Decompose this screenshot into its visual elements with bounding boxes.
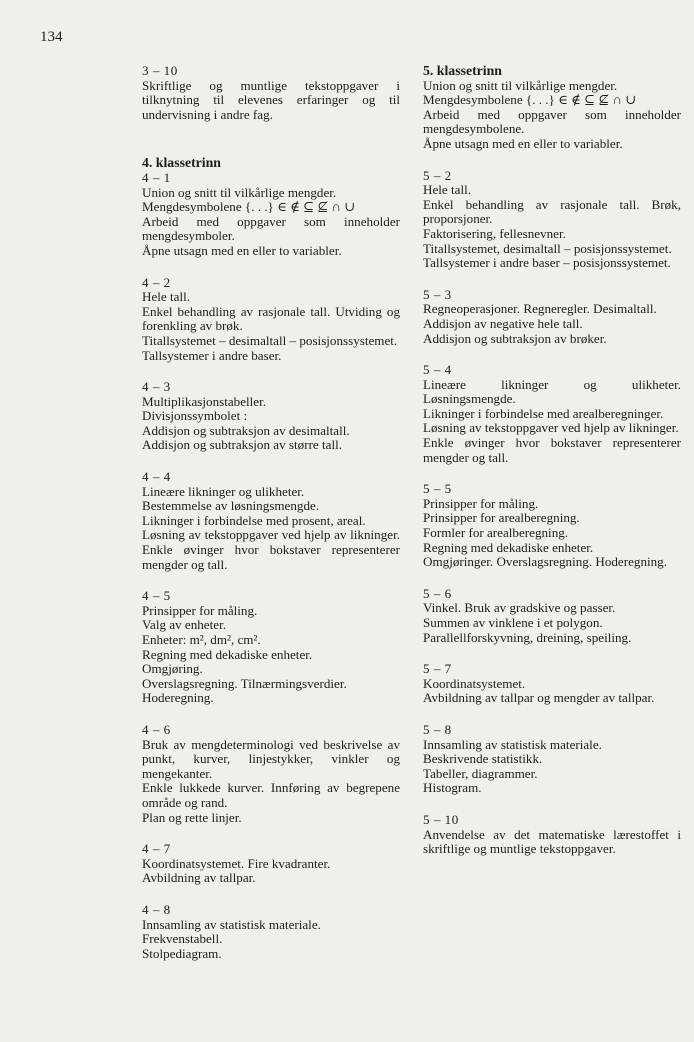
block-code: 4 – 4 [142, 469, 171, 485]
block-line: Overslagsregning. Tilnærmingsverdier. [142, 675, 347, 691]
block-line: Enkel behandling av rasjonale tall. Utviding og forenkling av brøk. [142, 303, 400, 334]
block-line: Enheter: m², dm², cm². [142, 632, 261, 647]
block-code: 4 – 1 [142, 169, 171, 185]
curriculum-block-4-1 [142, 171, 400, 259]
curriculum-block-4-4 [142, 470, 400, 572]
block-code: 4 – 2 [142, 274, 171, 290]
block-line: Likninger i forbindelse med arealberegninger. [423, 405, 664, 421]
grade-heading-4: 4. klassetrinn [142, 155, 221, 171]
block-line: Hele tall. [142, 289, 190, 305]
block-line: Hoderegning. [142, 690, 214, 706]
block-line: Hele tall. [423, 182, 471, 198]
block-line: Titallsystemet, desimaltall – posisjonssystemet. [423, 240, 672, 256]
curriculum-block-3-10 [142, 64, 400, 122]
block-code: 4 – 6 [142, 721, 171, 737]
block-line: Prinsipper for måling. [142, 602, 258, 618]
block-line: Union og snitt til vilkårlige mengder. [423, 77, 618, 93]
block-line: Bestemmelse av løsningsmengde. [142, 498, 320, 514]
block-line: Addisjon og subtraksjon av desimaltall. [142, 422, 350, 438]
block-line: Vinkel. Bruk av gradskive og passer. [423, 600, 616, 616]
block-line: Plan og rette linjer. [142, 809, 242, 825]
curriculum-block-5-6 [423, 587, 681, 645]
block-line: Valg av enheter. [142, 617, 226, 633]
block-line: Frekvenstabell. [142, 931, 223, 947]
block-code: 4 – 8 [142, 901, 171, 917]
block-line: Avbildning av tallpar. [142, 870, 256, 886]
block-line: Parallellforskyvning, dreining, speiling. [423, 629, 632, 645]
block-line: Bruk av mengdeterminologi ved beskrivelse av punkt, kurver, linjestykker, vinkler og mengekanter. [142, 736, 400, 781]
block-line: Multiplikasjonstabeller. [142, 393, 267, 409]
curriculum-block-5-10 [423, 813, 681, 857]
page-number: 134 [40, 29, 63, 45]
block-line: Mengdesymbolene {. . .} ∈ ∉ ⊆ ⊈ ∩ ∪ [423, 92, 637, 108]
block-line: Enkle lukkede kurver. Innføring av begrepene område og rand. [142, 780, 400, 810]
curriculum-block-4-6 [142, 723, 400, 825]
block-line: Addisjon og subtraksjon av større tall. [142, 437, 343, 453]
block-line: Regning med dekadiske enheter. [423, 539, 594, 555]
curriculum-block-4-7 [142, 842, 400, 886]
curriculum-block-5-8 [423, 723, 681, 796]
block-code: 4 – 3 [142, 379, 171, 395]
curriculum-block-4-2 [142, 276, 400, 364]
block-line: Prinsipper for måling. [423, 495, 539, 511]
block-line: Løsning av tekstoppgaver ved hjelp av likninger. Enkle øvinger hvor bokstaver representerer mengder og tall. [142, 527, 400, 572]
block-code: 5 – 2 [423, 167, 452, 183]
block-line: Formler for arealberegning. [423, 525, 569, 541]
block-line: Koordinatsystemet. Fire kvadranter. [142, 855, 331, 871]
curriculum-block-5-7 [423, 662, 681, 706]
block-code: 5 – 7 [423, 661, 452, 677]
curriculum-block-5-5 [423, 482, 681, 570]
grade-heading-5: 5. klassetrinn [423, 63, 502, 78]
block-code: 3 – 10 [142, 63, 178, 78]
block-code: 5 – 6 [423, 585, 452, 601]
block-line: Faktorisering, fellesnevner. [423, 225, 566, 241]
block-line: Addisjon av negative hele tall. [423, 315, 583, 331]
block-code: 5 – 10 [423, 811, 459, 827]
block-line: Enkle øvinger hvor bokstaver representerer mengder og tall. [423, 435, 681, 465]
curriculum-block-5-4 [423, 363, 681, 465]
block-line: Prinsipper for arealberegning. [423, 510, 580, 526]
block-code: 5 – 4 [423, 362, 452, 378]
block-line: Tallsystemer i andre baser – posisjonssystemet. [423, 255, 671, 271]
block-line: Omgjøringer. Overslagsregning. Hoderegning. [423, 554, 667, 570]
block-code: 5 – 5 [423, 481, 452, 497]
block-line: Lineære likninger og ulikheter. [142, 483, 305, 499]
block-line: Beskrivende statistikk. [423, 751, 543, 767]
block-line: Løsning av tekstoppgaver ved hjelp av likninger. [423, 420, 679, 436]
block-line: Arbeid med oppgaver som inneholder mengdesymbolene. [423, 106, 681, 137]
block-code: 4 – 7 [142, 841, 171, 857]
block-line: Histogram. [423, 780, 482, 796]
block-line: Likninger i forbindelse med prosent, areal. [142, 512, 366, 528]
block-line: Anvendelse av det matematiske lærestoffet i skriftlige og muntlige tekstoppgaver. [423, 826, 681, 857]
block-line: Addisjon og subtraksjon av brøker. [423, 330, 607, 346]
right-column [423, 64, 681, 874]
block-code: 5 – 8 [423, 721, 452, 737]
left-column [142, 64, 400, 978]
block-line: Regneoperasjoner. Regneregler. Desimaltall. [423, 301, 657, 317]
block-line: Union og snitt til vilkårlige mengder. [142, 184, 337, 200]
block-line: Avbildning av tallpar og mengder av tallpar. [423, 690, 655, 706]
block-line: Skriftlige og muntlige tekstoppgaver i tilknytning til elevenes erfaringer og til undervisning i andre fag. [142, 77, 400, 122]
block-line: Innsamling av statistisk materiale. [423, 736, 602, 752]
block-line: Stolpediagram. [142, 945, 222, 961]
block-line: Tallsystemer i andre baser. [142, 347, 282, 363]
block-code: 4 – 5 [142, 588, 171, 604]
block-line: Koordinatsystemet. [423, 675, 526, 691]
curriculum-block-4-5 [142, 589, 400, 706]
curriculum-block-4-3 [142, 380, 400, 453]
block-line: Tabeller, diagrammer. [423, 765, 538, 781]
block-line: Åpne utsagn med en eller to variabler. [423, 135, 623, 151]
block-line: Åpne utsagn med en eller to variabler. [142, 242, 342, 258]
block-line: Titallsystemet – desimaltall – posisjonssystemet. [142, 332, 398, 348]
block-line: Arbeid med oppgaver som inneholder mengdesymboler. [142, 213, 400, 244]
block-line: Summen av vinklene i et polygon. [423, 615, 603, 630]
block-line: Omgjøring. [142, 661, 203, 677]
curriculum-block-4-8 [142, 903, 400, 961]
curriculum-block-5-1 [423, 79, 681, 152]
curriculum-block-5-3 [423, 288, 681, 346]
block-line: Divisjonssymbolet : [142, 408, 248, 424]
block-line: Innsamling av statistisk materiale. [142, 916, 321, 932]
block-line: Regning med dekadiske enheter. [142, 646, 313, 662]
block-line: Enkel behandling av rasjonale tall. Brøk, proporsjoner. [423, 196, 681, 227]
block-line: Lineære likninger og ulikheter. Løsningsmengde. [423, 376, 681, 407]
block-line: Mengdesymbolene {. . .} ∈ ∉ ⊆ ⊈ ∩ ∪ [142, 199, 356, 215]
curriculum-block-5-2 [423, 169, 681, 271]
block-code: 5 – 3 [423, 286, 452, 302]
